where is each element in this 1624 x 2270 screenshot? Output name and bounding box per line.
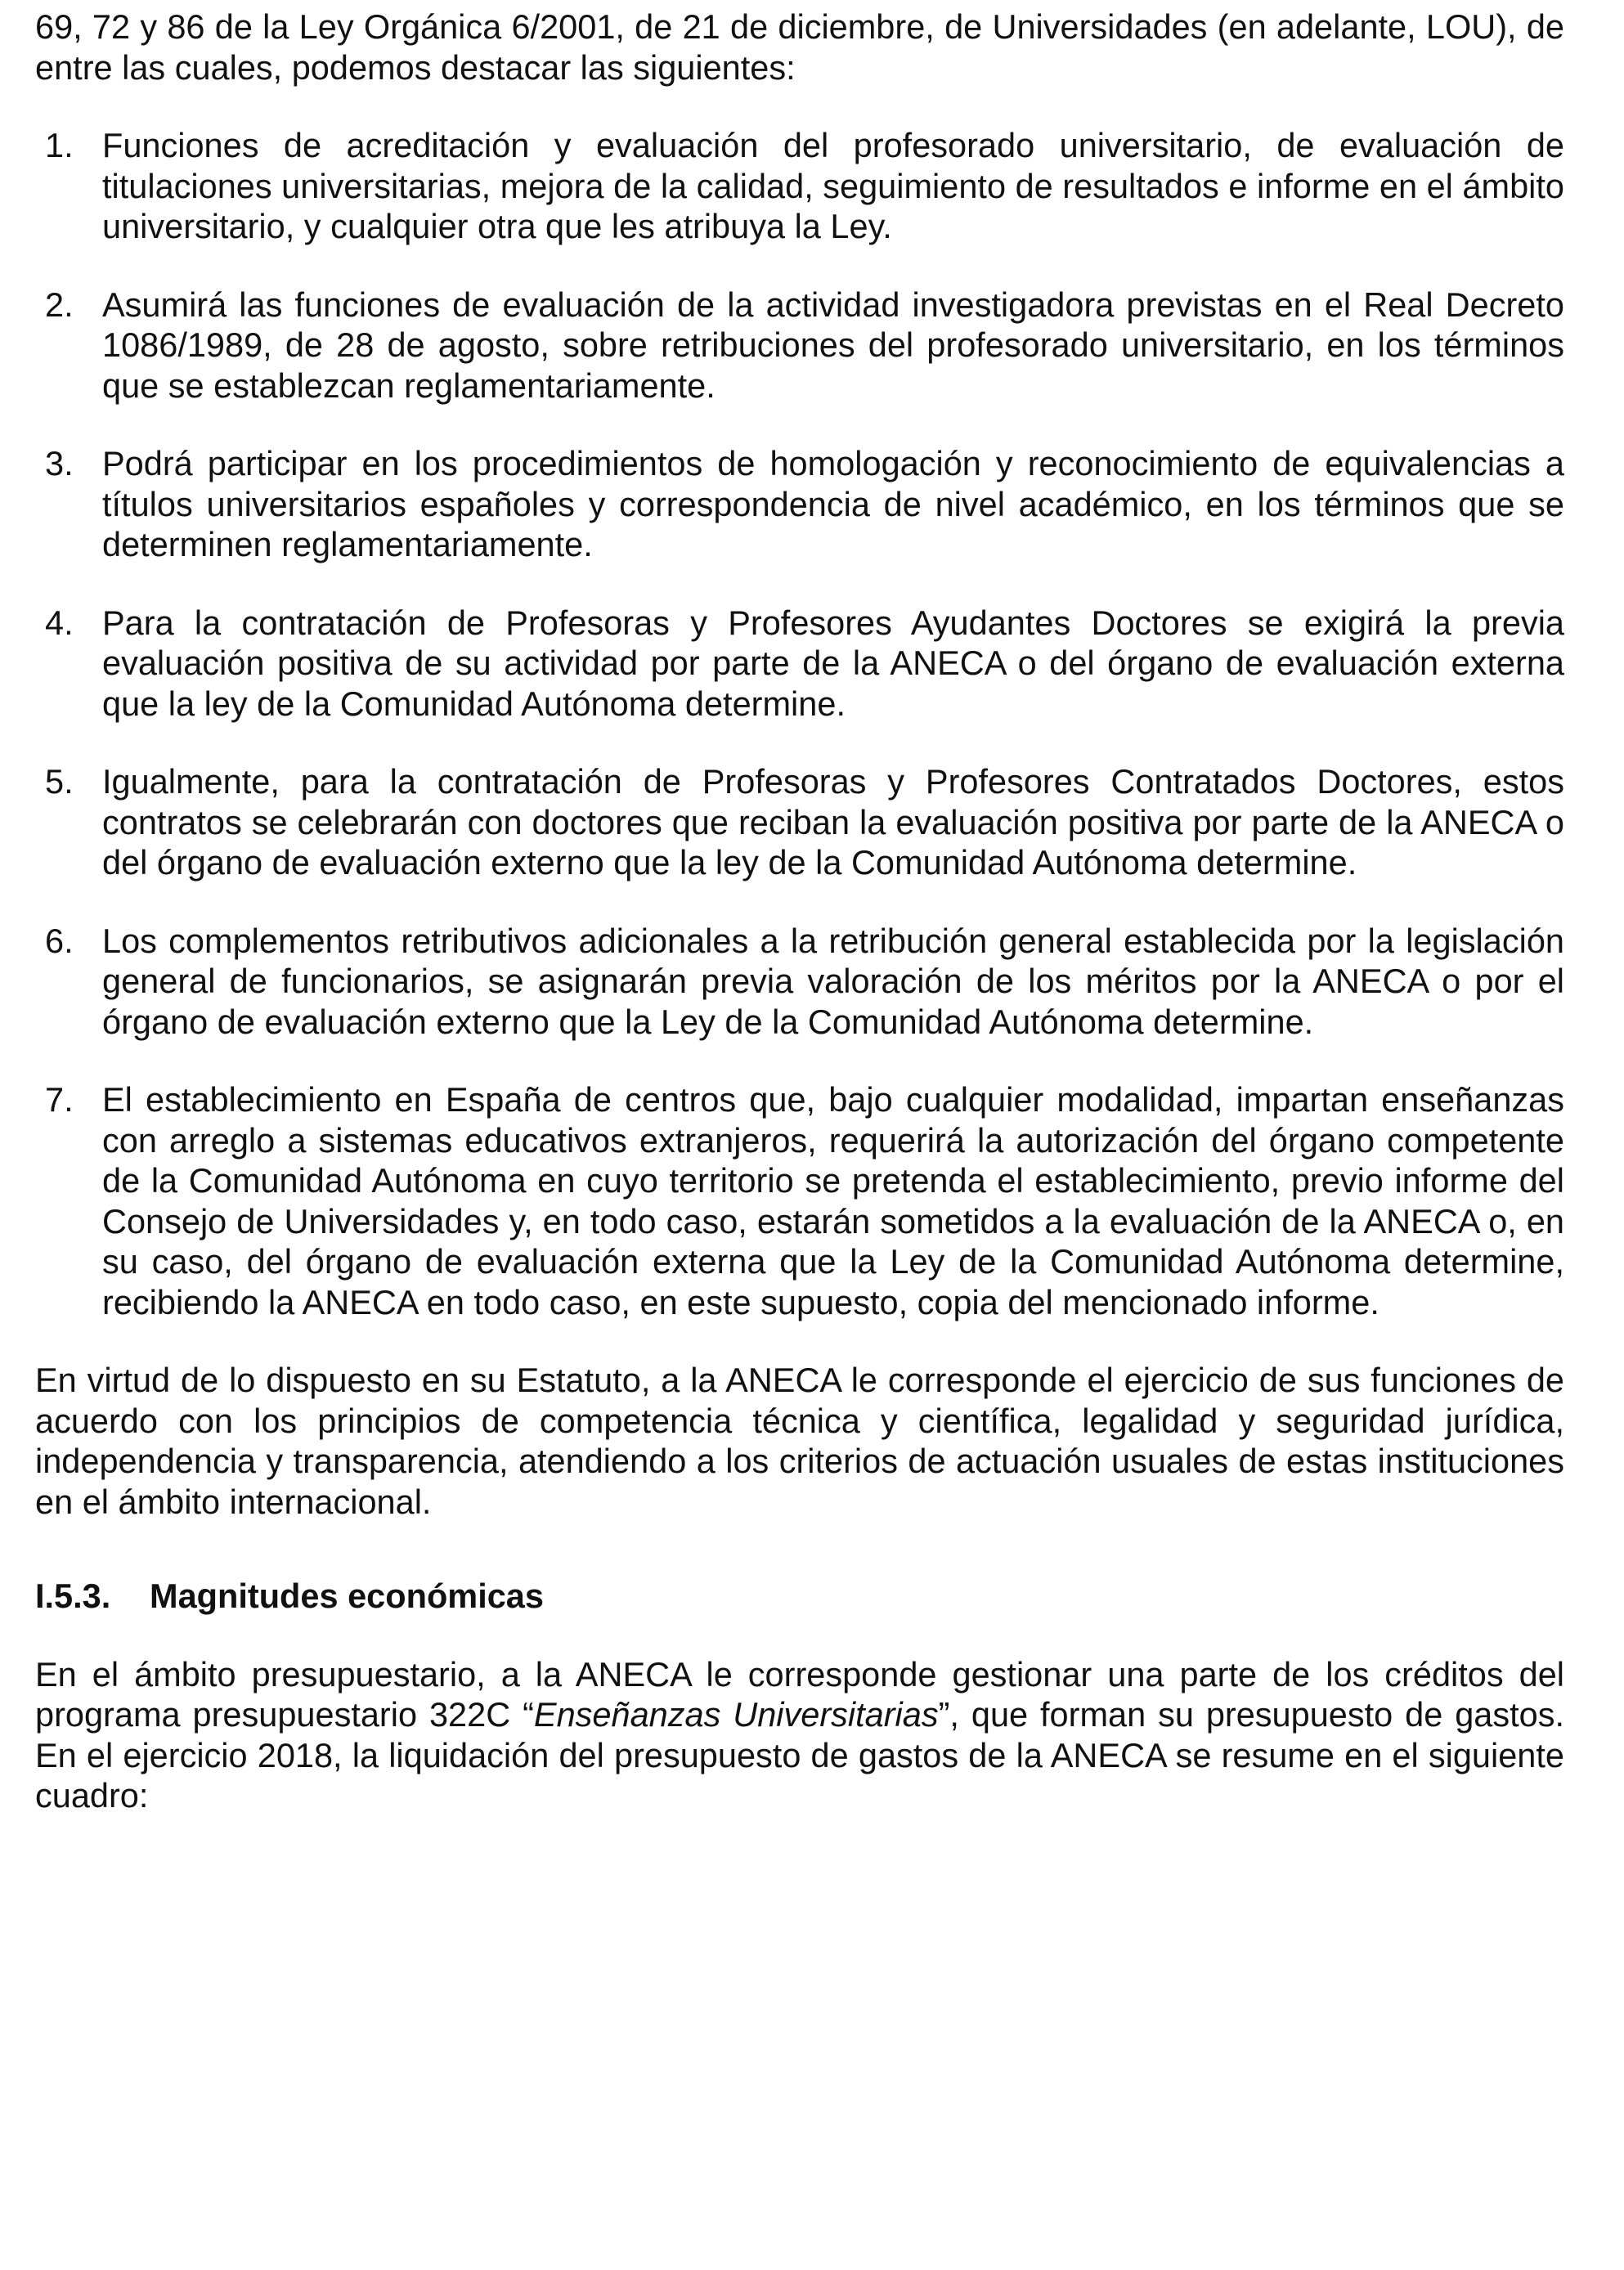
list-item-text: Podrá participar en los procedimientos de homologación y reconocimiento de equivalencias a títulos universitarios españoles y correspondencia de nivel académico, en los términos que se determinen reglamentariamente. bbox=[102, 444, 1564, 563]
document-page bbox=[35, 0, 1564, 1816]
list-item-number: 1. bbox=[45, 126, 74, 164]
list-item-text: Asumirá las funciones de evaluación de la actividad investigadora previstas en el Real Decreto 1086/1989, de 28 de agosto, sobre retribuciones del profesorado universitario, en los términos que se establezcan reglamentariamente. bbox=[102, 285, 1564, 405]
list-item-number: 3. bbox=[45, 444, 74, 482]
list-item-text: Igualmente, para la contratación de Profesoras y Profesores Contratados Doctores, estos contratos se celebrarán con doctores que reciban la evaluación positiva por parte de la ANECA o del órgano de evaluación externo que la ley de la Comunidad Autónoma determine. bbox=[102, 762, 1564, 882]
list-item-text: El establecimiento en España de centros que, bajo cualquier modalidad, impartan enseñanzas con arreglo a sistemas educativos extranjeros, requerirá la autorización del órgano competente de la Comunidad Autónoma en cuyo territorio se pretenda el establecimiento, previo informe del Consejo de Universidades y, en todo caso, estarán sometidos a la evaluación de la ANECA o, en su caso, del órgano de evaluación externa que la Ley de la Comunidad Autónoma determine, recibiendo la ANECA en todo caso, en este supuesto, copia del mencionado informe. bbox=[102, 1080, 1564, 1321]
list-item-number: 7. bbox=[45, 1080, 74, 1119]
list-item bbox=[35, 921, 1564, 1043]
budget-text-start: En el ámbito presupuestario, a la ANECA le corresponde gestionar una parte de los créditos del programa presupuestario 322C “ bbox=[35, 1654, 1564, 1734]
list-item bbox=[35, 1079, 1564, 1322]
list-item-text: Para la contratación de Profesoras y Profesores Ayudantes Doctores se exigirá la previa evaluación positiva de su actividad por parte de la ANECA o del órgano de evaluación externa que la ley de la Comunidad Autónoma determine. bbox=[102, 603, 1564, 723]
program-name: Enseñanzas Universitarias bbox=[533, 1695, 939, 1734]
statute-paragraph: En virtud de lo dispuesto en su Estatuto, a la ANECA le corresponde el ejercicio de sus funciones de acuerdo con los principios de competencia técnica y científica, legalidad y seguridad jurídica, independencia y transparencia, atendiendo a los criterios de actuación usuales de estas instituciones en el ámbito internacional. bbox=[35, 1361, 1564, 1521]
list-item-number: 6. bbox=[45, 921, 74, 960]
list-item bbox=[35, 603, 1564, 725]
list-item-text: Los complementos retributivos adicionales a la retribución general establecida por la legislación general de funcionarios, se asignarán previa valoración de los méritos por la ANECA o por el órgano de evaluación externo que la Ley de la Comunidad Autónoma determine. bbox=[102, 921, 1564, 1041]
list-item bbox=[35, 761, 1564, 883]
budget-paragraph bbox=[35, 1654, 1564, 1816]
functions-list bbox=[35, 125, 1564, 1322]
budget-text-end: ”, que forman su presupuesto de gastos. En el ejercicio 2018, la liquidación del presupuesto de gastos de la ANECA se resume en el siguiente cuadro: bbox=[35, 1695, 1565, 1815]
section-number: I.5.3. bbox=[35, 1577, 111, 1615]
section-heading bbox=[35, 1576, 1564, 1617]
intro-paragraph: 69, 72 y 86 de la Ley Orgánica 6/2001, de 21 de diciembre, de Universidades (en adelante, LOU), de entre las cuales, podemos destacar las siguientes: bbox=[35, 7, 1564, 87]
list-item bbox=[35, 285, 1564, 406]
list-item-number: 2. bbox=[45, 285, 74, 324]
list-item-number: 4. bbox=[45, 603, 74, 642]
list-item-number: 5. bbox=[45, 762, 74, 801]
list-item bbox=[35, 443, 1564, 565]
list-item-text: Funciones de acreditación y evaluación del profesorado universitario, de evaluación de titulaciones universitarias, mejora de la calidad, seguimiento de resultados e informe en el ámbito universitario, y cualquier otra que les atribuya la Ley. bbox=[102, 126, 1564, 245]
section-title: Magnitudes económicas bbox=[150, 1577, 544, 1615]
list-item bbox=[35, 125, 1564, 247]
